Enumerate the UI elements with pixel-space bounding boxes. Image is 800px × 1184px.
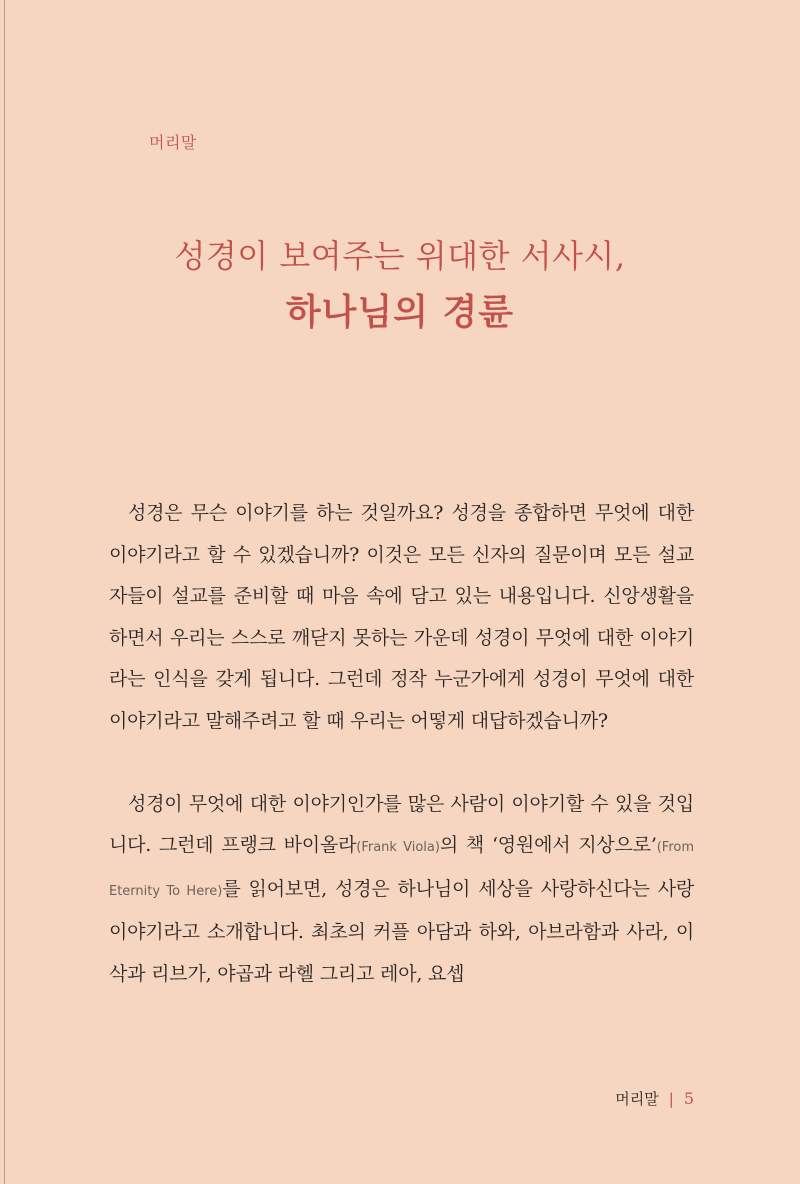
paragraph-2-part-1: 성경이 무엇에 대한 이야기인가를 많은 사람이 이야기할 수 있을 것입니다. 그런데 프랭크 바이올라 bbox=[109, 792, 694, 857]
paragraph-2 bbox=[109, 784, 694, 996]
chapter-title bbox=[0, 236, 800, 334]
title-line-1: 성경이 보여주는 위대한 서사시, bbox=[174, 237, 626, 275]
footer-separator: | bbox=[668, 1089, 674, 1108]
paragraph-2-part-2: 의 책 ‘영원에서 지상으로’ bbox=[439, 834, 657, 857]
page-number: 5 bbox=[683, 1089, 694, 1108]
title-line-2: 하나님의 경륜 bbox=[285, 291, 515, 333]
author-english-name: (Frank Viola) bbox=[356, 840, 440, 856]
paragraph-2-part-3: 를 읽어보면, 성경은 하나님이 세상을 사랑하신다는 사랑 이야기라고 소개합니다. 최초의 커플 아담과 하와, 아브라함과 사라, 이삭과 리브가, 야곱과 라헬 그리고 레아, 요셉 bbox=[109, 877, 695, 985]
section-label: 머리말 bbox=[149, 133, 197, 152]
page-edge-line bbox=[4, 0, 5, 1184]
book-english-title: (From Eternity To Here) bbox=[109, 840, 694, 899]
body-text bbox=[109, 493, 694, 996]
paragraph-1: 성경은 무슨 이야기를 하는 것일까요? 성경을 종합하면 무엇에 대한 이야기라고 할 수 있겠습니까? 이것은 모든 신자의 질문이며 모든 설교자들이 설교를 준비할 때 마음 속에 담고 있는 내용입니다. 신앙생활을 하면서 우리는 스스로 깨닫지 못하는 가운데 성경이 무엇에 대한 이야기라는 인식을 갖게 됩니다. 그런데 정작 누군가에게 성경이 무엇에 대한 이야기라고 말해주려고 할 때 우리는 어떻게 대답하겠습니까? bbox=[109, 502, 694, 732]
page-footer bbox=[615, 1088, 694, 1109]
footer-section-label: 머리말 bbox=[615, 1090, 659, 1108]
